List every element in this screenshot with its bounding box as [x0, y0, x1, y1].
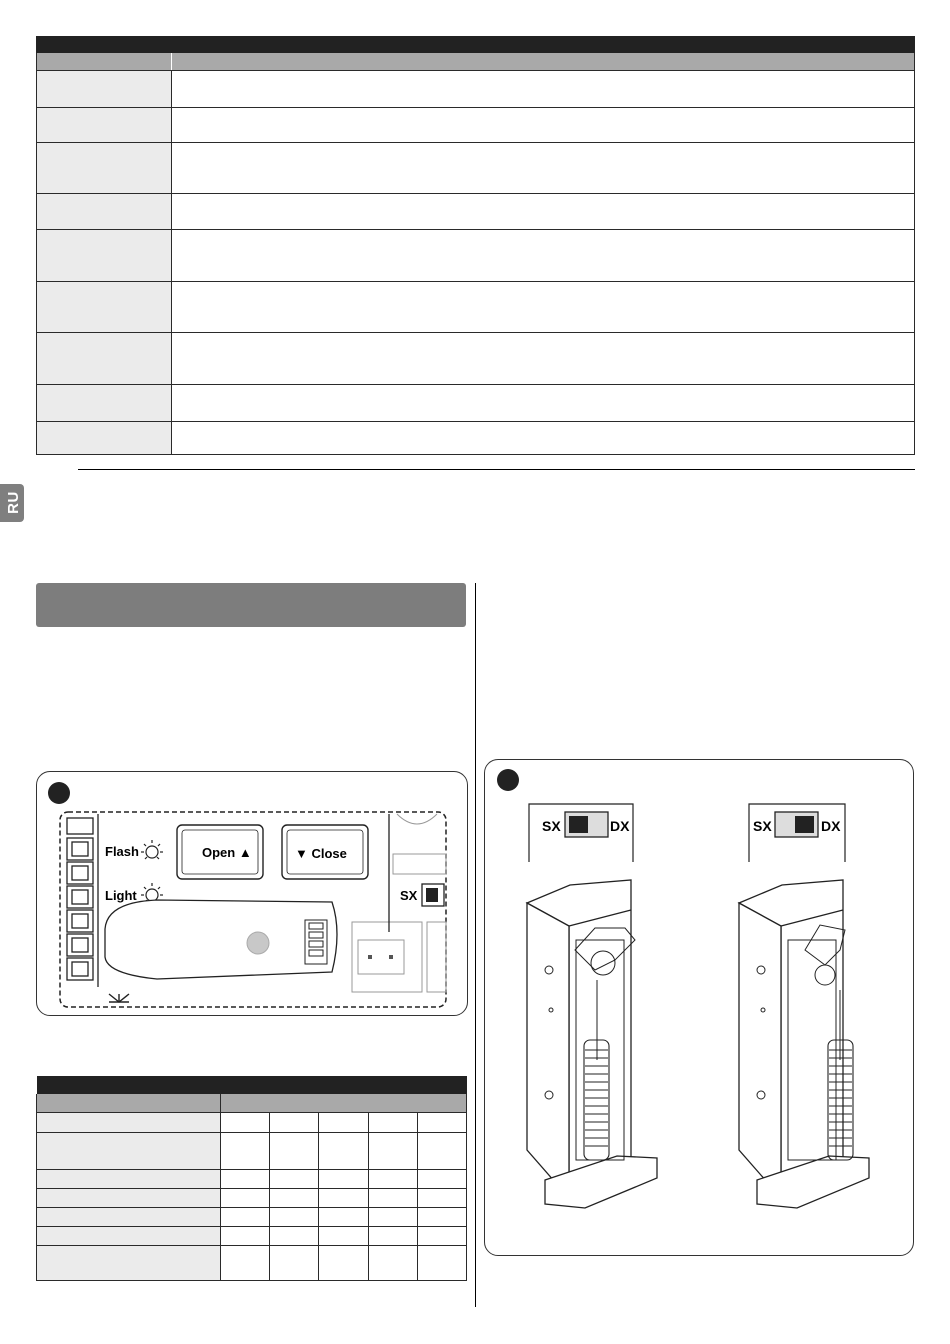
divider-line [78, 469, 915, 470]
sx-label-right: SX [753, 818, 772, 834]
sx-switch-label: SX [400, 888, 418, 903]
settings-table [36, 1076, 467, 1281]
open-button: Open ▲ [202, 845, 252, 860]
language-tab-label: RU [4, 491, 22, 514]
language-tab [0, 484, 24, 522]
section-header-bar [36, 583, 466, 627]
parameters-table [36, 36, 915, 455]
flash-label: Flash [105, 844, 139, 859]
close-button: ▼ Close [295, 846, 347, 861]
dx-label-left: DX [610, 818, 630, 834]
barrier-spring-drawing [485, 760, 913, 1255]
figure-control-board [36, 771, 468, 1016]
column-divider [475, 583, 476, 1307]
light-label: Light [105, 888, 137, 903]
sx-label-left: SX [542, 818, 561, 834]
dx-label-right: DX [821, 818, 841, 834]
figure-barrier-spring [484, 759, 914, 1256]
